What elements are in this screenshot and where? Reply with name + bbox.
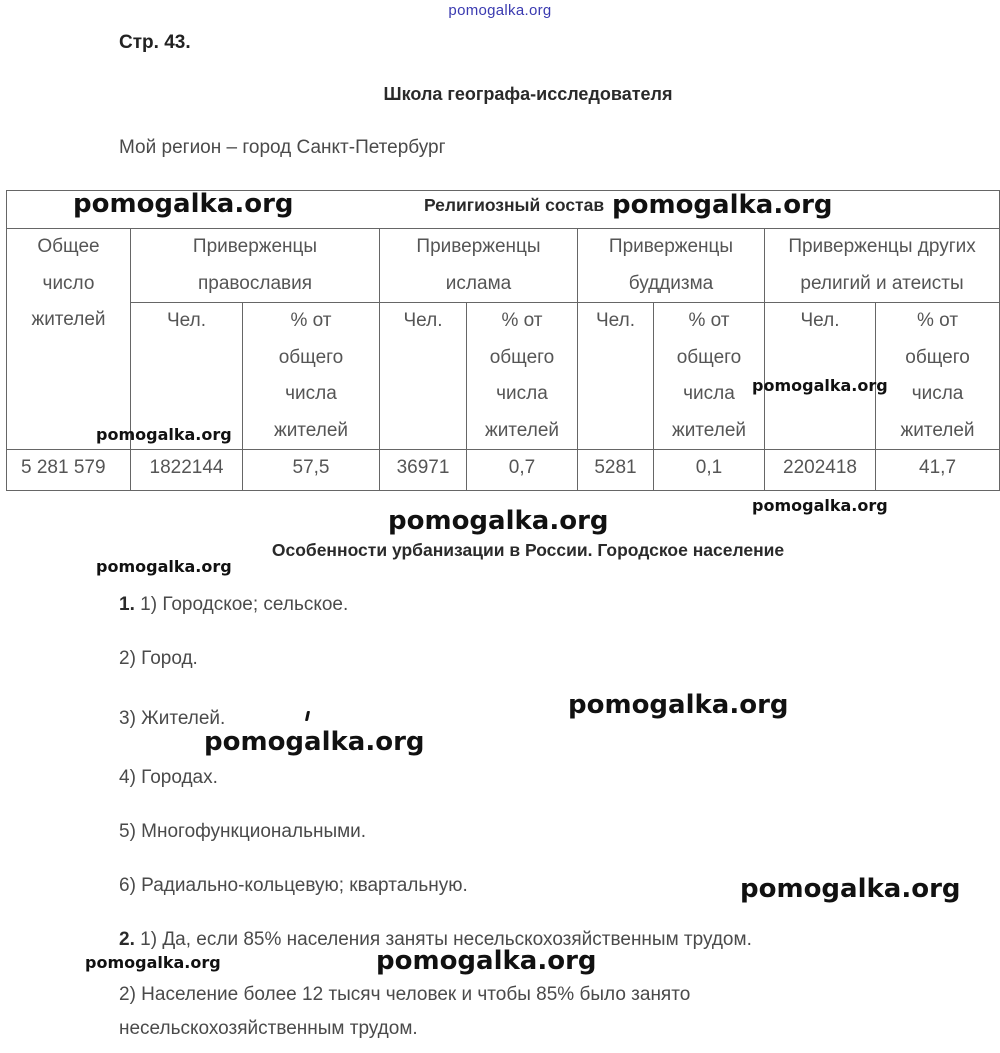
value-buddhism-people: 5281 [578, 450, 654, 491]
value-orthodox-people: 1822144 [131, 450, 243, 491]
watermark: pomogalka.org [96, 557, 232, 576]
value-orthodox-percent: 57,5 [243, 450, 380, 491]
table-caption: Религиозный состав [7, 191, 1000, 229]
sub-percent-islam: % от общего числа жителей [467, 303, 578, 450]
value-other-percent: 41,7 [876, 450, 1000, 491]
watermark: pomogalka.org [204, 727, 425, 757]
header-orthodox: Приверженцы православия [131, 229, 380, 303]
sub-people-orthodox: Чел. [131, 303, 243, 450]
section-title: Школа географа-исследователя [383, 84, 673, 104]
watermark: pomogalka.org [85, 953, 221, 972]
value-total: 5 281 579 [7, 450, 131, 491]
sub-percent-other: % от общего числа жителей [876, 303, 1000, 450]
header-buddhism: Приверженцы буддизма [578, 229, 765, 303]
watermark: pomogalka.org [388, 506, 609, 536]
watermark: pomogalka.org [73, 189, 294, 219]
watermark: pomogalka.org [740, 874, 961, 904]
answer-1-4: 4) Городах. [119, 767, 218, 788]
answer-1-5: 5) Многофункциональными. [119, 821, 367, 842]
value-islam-percent: 0,7 [467, 450, 578, 491]
page-number: Стр. 43. [119, 32, 191, 53]
value-other-people: 2202418 [765, 450, 876, 491]
sub-people-islam: Чел. [380, 303, 467, 450]
sub-people-buddhism: Чел. [578, 303, 654, 450]
answer-1-6: 6) Радиально-кольцевую; квартальную. [119, 875, 468, 896]
header-total-population: Общее число жителей [7, 229, 131, 450]
answer-2-1: 2. 1) Да, если 85% населения заняты несельскохозяйственным трудом. [119, 929, 752, 950]
answer-2-2: 2) Население более 12 тысяч человек и чтобы 85% было занято [119, 984, 691, 1005]
answer-1-3: 3) Жителей. [119, 708, 226, 729]
watermark: pomogalka.org [612, 190, 833, 220]
watermark: pomogalka.org [752, 496, 888, 515]
sub-percent-orthodox: % от общего числа жителей [243, 303, 380, 450]
ink-mark [305, 711, 310, 721]
site-header-link[interactable]: pomogalka.org [448, 2, 552, 19]
watermark: pomogalka.org [568, 690, 789, 720]
value-buddhism-percent: 0,1 [654, 450, 765, 491]
header-other: Приверженцы других религий и атеисты [765, 229, 1000, 303]
watermark: pomogalka.org [376, 946, 597, 976]
answer-1-1: 1. 1) Городское; сельское. [119, 594, 349, 615]
sub-people-other: Чел. [765, 303, 876, 450]
watermark: pomogalka.org [96, 425, 232, 444]
watermark: pomogalka.org [752, 376, 888, 395]
answer-1-2: 2) Город. [119, 648, 198, 669]
region-line: Мой регион – город Санкт-Петербург [119, 137, 446, 158]
urbanization-title: Особенности урбанизации в России. Городское население [271, 540, 785, 560]
religion-table [6, 190, 1000, 491]
header-islam: Приверженцы ислама [380, 229, 578, 303]
value-islam-people: 36971 [380, 450, 467, 491]
sub-percent-buddhism: % от общего числа жителей [654, 303, 765, 450]
answer-2-2-cont: несельскохозяйственным трудом. [119, 1018, 418, 1039]
